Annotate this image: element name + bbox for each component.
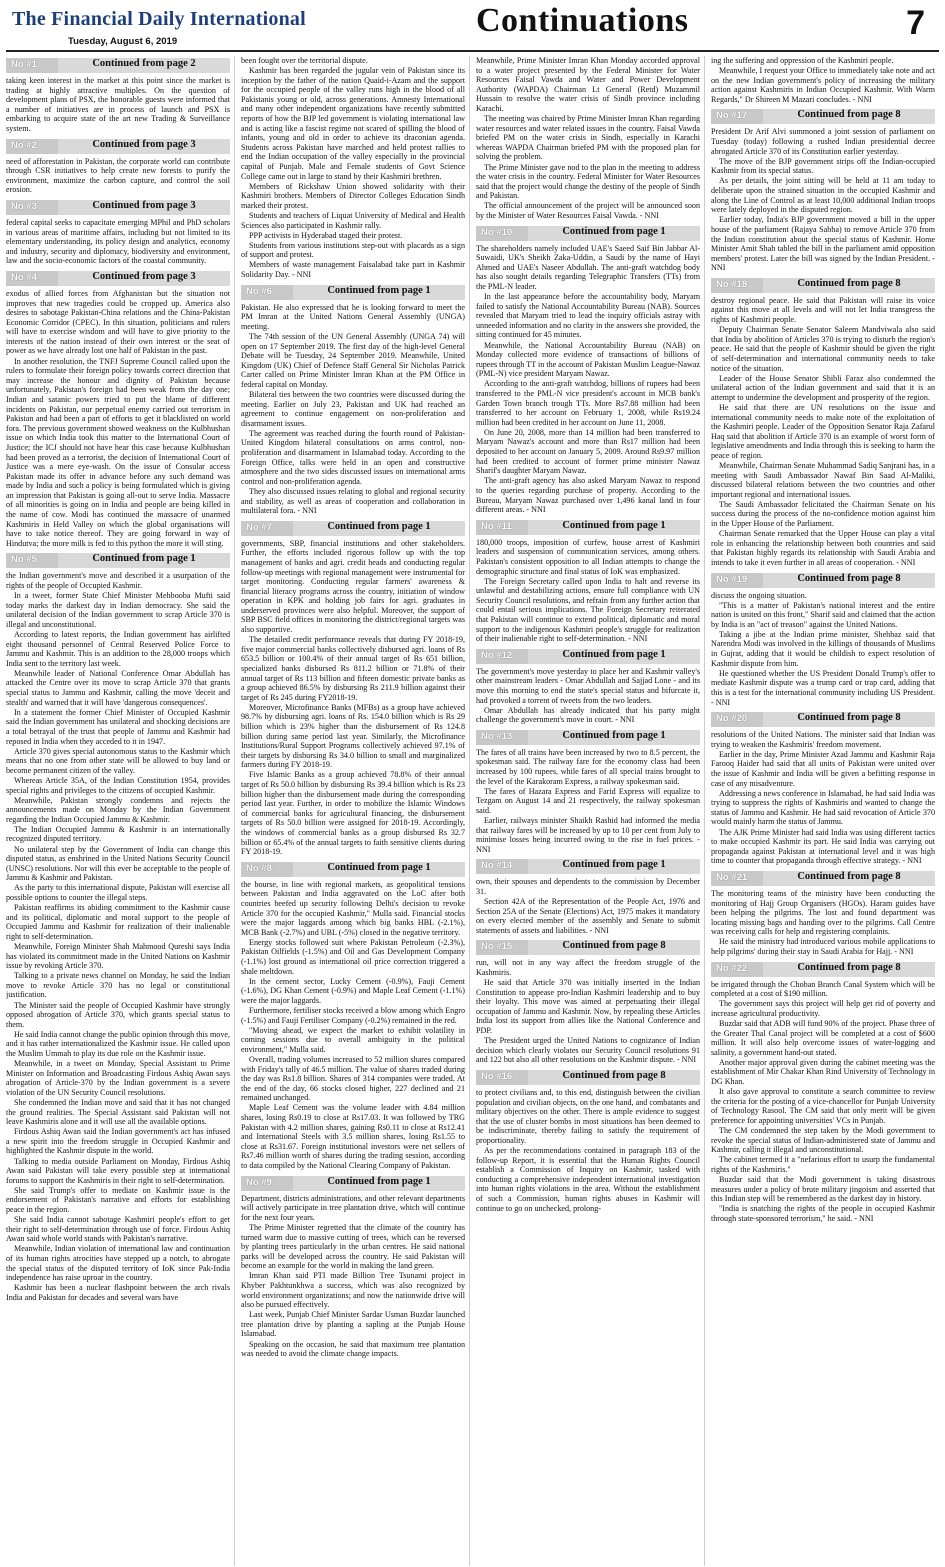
article-header <box>241 521 465 536</box>
article <box>711 962 935 1224</box>
article-paragraph: The government's move yesterday to place her and Kashmir valley's other mainstream leaders - Omar Abdullah and Sajjad Lone - and its move this morning to end the state's special status and bifurcate it, had provoked a torrent of tweets from the two leaders. <box>476 666 700 705</box>
article-number: No #21 <box>711 871 763 886</box>
article-number: No #13 <box>476 730 528 745</box>
article-paragraph: As the party to this international dispute, Pakistan will exercise all possible options to counter the illegal steps. <box>6 883 230 903</box>
article-body <box>711 127 935 272</box>
article-paragraph: In a statement the former Chief Minister of Occupied Kashmir said the Indian government has unilateral and shocking decisions are a total betrayal of the trust that people of Jammu and Kashmir had reposed in India when they acceded to it in 1947. <box>6 707 230 746</box>
article-paragraph: In the last appearance before the accountability body, Maryam failed to satisfy the National Accountability Bureau (NAB). Sources revealed that Maryam tried to lead the inquiry officials astray with unneeded information and no clarity in the answers she provided, the sitting continued for 45 minutes. <box>476 292 700 340</box>
article-header <box>476 520 700 535</box>
article-paragraph: to protect civilians and, to this end, distinguish between the civilian population and civilian objects, on the one hand, and combatants and military objectives on the other. There is ample evidence to suggest that the use of cluster bombs in most situations has been deemed to be indiscriminate, thereby failing to satisfy the requirement of proportionality. <box>476 1087 700 1145</box>
article <box>476 520 700 644</box>
column-4 <box>711 56 939 1566</box>
article-paragraph: Students and teachers of Liquat University of Medical and Health Sciences also participated in Kashmir rally. <box>241 211 465 230</box>
article-header <box>476 859 700 874</box>
article-paragraph: She said India cannot sabotage Kashmiri people's effort to get their right to self-determination through use of force. Firdous Ashiq Awan said whole world stands with Pakistan's narrative. <box>6 1215 230 1244</box>
article-paragraph: governments, SBP, financial institutions and other stakeholders. Further, the efforts included rigorous follow up with the top management of banks and agri. credit heads and conducting regular follow-up meetings with regional management were instrumental for target monitoring. Conducting regular farmers' awareness & financial literacy programs across the country, initiation of window operation in KPK and holding job fairs for agri. graduates in underserved provinces were also helpful. Moreover, the support of SBP BSC field offices in monitoring the district/regional targets was also supportive. <box>241 538 465 635</box>
article <box>476 56 700 221</box>
article-paragraph: Leader of the House Senator Shibli Faraz also condemned the unilateral action of the Indian government and said that it is an attempt to undermine the development and prosperity of the region. <box>711 373 935 402</box>
article-paragraph: been fought over the territorial dispute. <box>241 56 368 65</box>
article-paragraph: the bourse, in line with regional markets, as geopolitical tensions between Pakistan and India aggravated on the LoC after both countries beefed up security following Delhi's decision to revoke Article 370 for the occupied Kashmir," Mulla said. Financial stocks were the major laggards among which big banks HBL (-2.1%), MCB Bank (-2.7%) and UBL (-5%) closed in the negative territory. <box>241 879 465 937</box>
article-paragraph: need of afforestation in Pakistan, the corporate world can contribute through CSR initiatives to help create new forests to purify the environment, maximize the carbon capture, and control the soil erosion. <box>6 156 230 195</box>
article-paragraph: "India is snatching the rights of the people in occupied Kashmir through state-sponsored terrorism," he said. - NNI <box>711 1204 935 1223</box>
article-number: No #18 <box>711 278 763 293</box>
article-paragraph: exodus of allied forces from Afghanistan but the situation not improves that new tragedies could be cropped up. America also desires to sabotage Pakistan-China relations and the China-Pakistan Economic Corridor (CPEC). In this situation, politicians and rulers will have to exercise wisdom and will have to give priority to the interests of the nation instead of their own interest or the seat of power as we have already lost one half of Pakistan in the past. <box>6 288 230 356</box>
article-paragraph: run, will not in any way affect the freedom struggle of the Kashmiris. <box>476 958 700 977</box>
article-paragraph: taking keen interest in the market at this point since the market is trading at highly attractive multiples. On the question of development plans of PSX, the honorable guests were informed that a number of initiatives are in process of launch and PSX is embarking to acquire state of the art new Trading & Surveillance system. <box>6 76 230 133</box>
article-number: No #3 <box>6 200 58 215</box>
article-paragraph: They also discussed issues relating to global and regional security and stability, as well as areas of cooperation and collaboration in multilateral fora. - NNI <box>241 486 465 516</box>
article-number: No #2 <box>6 139 58 154</box>
article-header <box>6 553 230 568</box>
article-continued-label: Continued from page 8 <box>763 962 935 977</box>
article-number: No #11 <box>476 520 528 535</box>
article-paragraph: own, their spouses and dependents to the commission by December 31. <box>476 877 700 896</box>
article-body <box>476 244 700 515</box>
article-paragraph: In the cement sector, Lucky Cement (-0.9%), Fauji Cement (-1.6%), DG Khan Cement (-0.9%) and Maple Leaf Cement (-1.1%) were the major laggards. <box>241 976 465 1005</box>
article-paragraph: President Dr Arif Alvi summoned a joint session of parliament on Tuesday (today) following a rushed Indian presidential decree abrogated Article 370 of its Constitution earlier yesterday. <box>711 127 935 156</box>
article-paragraph: Maple Leaf Cement was the volume leader with 4.84 million shares, losing Rs0.19 to close at Rs17.03. It was followed by TRG Pakistan with 4.2 million shares, gaining Rs0.11 to close at Rs12.41 and International Steels with 3.5 million shares, losing Rs1.55 to close at Rs31.67. Foreign institutional investors were net sellers of Rs7.46 million worth of shares during the trading session, according to data compiled by the National Clearing Company of Pakistan. <box>241 1103 465 1171</box>
article-paragraph: The anti-graft agency has also asked Maryam Nawaz to respond to the queries regarding purchase of property. According to the Bureau, Maryam Nawaz purchased over 1,496 kanal land in four different areas. - NNI <box>476 476 700 515</box>
article-body <box>6 289 230 549</box>
paper-name: The Financial Daily International <box>12 8 306 30</box>
article-paragraph: Meanwhile, Indian violation of international law and continuation of its human rights atrocities have stepped up a notch, to abrogate the special status of the disputed territory of IoK since Pak-India independence has raise uproar in the country. <box>6 1244 230 1283</box>
article-paragraph: The move of the BJP government strips off the Indian-occupied Kashmir from its special status. <box>711 156 935 176</box>
column-2 <box>241 56 470 1566</box>
article-paragraph: Earlier today, India's BJP government moved a bill in the upper house of the parliament (Rajaya Sabha) to remove Article 370 from the Indian constitution about the special status of Kashmir. Home Minister Amit Shah tabled the bill in the parliament amid opposition members' protest. Later the bill was signed by the Indian President. - NNI <box>711 215 935 273</box>
article <box>6 271 230 549</box>
article-paragraph: Buzdar said that ADB will fund 90% of the project. Phase three of the Greater Thal Canal project will be completed at a cost of $600 million. It will also help overcome issues of water-logging and salinity, a government hand-out stated. <box>711 1018 935 1057</box>
article-body <box>241 56 465 280</box>
article-continued-label: Continued from page 1 <box>293 862 465 877</box>
article-paragraph: Earlier, railways minister Shaikh Rashid had informed the media that railway fares will be increased by up to 10 per cent from July to minimise losses being incurred owing to the rise in fuel prices. - NNI <box>476 815 700 854</box>
article-header <box>711 871 935 886</box>
article-paragraph: According to the anti-graft watchdog, billions of rupees had been transferred to the PML-N vice president's account in MCB bank's Garden Town branch trough TTs. More Rs7.88 million had been transferred to her account on February 1, 2008, while Rs19.24 million had been credited in her account on June 11, 2008. <box>476 379 700 427</box>
article-header <box>6 58 230 73</box>
article-paragraph: Pakistan reaffirms its abiding commitment to the Kashmir cause and its political, diplomatic and moral support to the people of Occupied Jammu and Kashmir for realization of their inalienable right to self-determination. <box>6 903 230 941</box>
article-continued-label: Continued from page 3 <box>58 200 230 215</box>
article-header <box>241 1176 465 1191</box>
article-paragraph: Meanwhile, the National Accountability Bureau (NAB) on Monday collected more evidence of transactions of billions of rupees through TT in the account of Pakistan Muslim League-Nawaz (PML-N) vice president Maryam Nawaz. <box>476 340 700 379</box>
article-body <box>476 958 700 1065</box>
article-header <box>711 278 935 293</box>
article <box>711 56 935 104</box>
article-paragraph: Meanwhile, in a tweet on Monday, Special Assistant to Prime Minister on Information and Broadcasting Firdous Ashiq Awan says abrogation of Article-370 by the Indian government is a severe violation of the UN Security Council resolutions. <box>6 1059 230 1097</box>
article-body <box>241 1194 465 1359</box>
article-body <box>6 157 230 195</box>
article-body <box>711 591 935 708</box>
article <box>6 139 230 195</box>
article-paragraph: He said that Article 370 was initially inserted in the Indian Constitution to appease pro-Indian Kashmiri leadership and to buy their loyalty. This move was aimed at perpetuating their illegal occupation of Jammu and Kashmir. Now, by repealing these Articles India lost its support from allies like the National Conference and PDP. <box>476 978 700 1036</box>
article-paragraph: Omar Abdullah has already indicated that his party might challenge the government's move in court. - NNI <box>476 705 700 725</box>
article-paragraph: As per details, the joint sitting will be held at 11 am today to deliberate upon the strained situation in the occupied Kashmir and along the Line of Control as at least 10,000 additional Indian troops were lately deployed in the disputed region. <box>711 176 935 215</box>
article-paragraph: Whereas Article 35A, of the Indian Constitution 1954, provides special rights and privileges to the citizens of occupied Kashmir. <box>6 775 230 795</box>
article-header <box>476 730 700 745</box>
article-paragraph: Members of Rickshaw Union showed solidarity with their Kashmiri brothers. Members of Director Colleges Education Sindh marked their protest. <box>241 181 465 210</box>
article-paragraph: He said the ministry had introduced various mobile applications to help pilgrims' during their stay in Saudi Arabia for Hajj. - NNI <box>711 937 935 956</box>
article-header <box>476 226 700 241</box>
article <box>711 573 935 708</box>
article <box>241 1176 465 1359</box>
article-paragraph: ing the suffering and oppression of the Kashmiri people. <box>711 56 894 65</box>
article-number: No #14 <box>476 859 528 874</box>
article-continued-label: Continued from page 8 <box>763 109 935 124</box>
article-header <box>476 940 700 955</box>
column-3 <box>476 56 705 1566</box>
article-paragraph: Taking a jibe at the Indian prime minister, Shehbaz said that Narendra Modi was involved in the killings of thousands of Muslims in Gujrat, adding that it would be childish to expect resolution of Kashmir dispute from him. <box>711 629 935 668</box>
article-paragraph: destroy regional peace. He said that Pakistan will raise its voice against this move at all levels and will not let India transgress the rights of Kashmiri people. <box>711 295 935 325</box>
column-1 <box>6 56 235 1566</box>
article-paragraph: Overall, trading volumes increased to 52 million shares compared with Friday's tally of 46.5 million. The value of shares traded during the day was Rs1.8 billion. Shares of 314 companies were traded. At the end of the day, 66 stocks closed higher, 227 declined and 21 remained unchanged. <box>241 1055 465 1103</box>
article-continued-label: Continued from page 1 <box>293 521 465 536</box>
article-paragraph: The Prime Minister regretted that the climate of the country has turned warm due to massive cutting of trees, which can be reversed by planting trees particularly in the urban centres. He said national parks will be developed across the country. He said Pakistan will become an example for the world in making the land green. <box>241 1222 465 1271</box>
article-paragraph: The AJK Prime Minister had said India was using different tactics to make occupied Kashmir its part. He said India was carrying out propaganda against Pakistan at international level and it was high time to counter that propaganda through effective strategy. - NNI <box>711 827 935 866</box>
article <box>241 56 465 280</box>
article-paragraph: In another resolution, the TNFJ Supreme Council called upon the rulers to formulate their foreign policy towards correct direction that may increase the honour and dignity of Pakistan because unfortunately, Pakistan's foreign had been weak from the day one; Indian and satanic powers tried to put the blame of different incidents on Pakistan, our perpetual enemy carried out terrorism in Pakistan and had been a part of efforts to get it blacklisted on world fora. The previous government showed weakness on the Kulbhushan issue on which India took this matter to the International Court of Justice; the ICJ should not have hear this case because Kulbhushan had been proved as a terrorist, the decision of International Court of Justice was a mere eye-wash. On the issue of Consular access Pakistan made its offer in advance before any such demand was made by India and such a policy is being formulated which is giving an impression that Pakistan is going all-out to serve India. Massacre of all minorities is going on in India and people are being killed in the name of cow. Modi has continued the massacre of unarmed Kashmiris in Held Valley on which the global organisations will have to take notice thereof. They are going forward in way of Hindutva; the more milk is fed to this python the more it will sting. <box>6 356 230 548</box>
article-paragraph: Deputy Chairman Senate Senator Saleem Mandviwala also said that India by abolition of Articles 370 is trying to disturb the region's peace. He said that the people of Kashmir should be given the right of self-determination and international community needs to take notice of the situation. <box>711 325 935 373</box>
article-paragraph: federal capital seeks to capacitate emerging MPhil and PhD scholars in various areas of maritime affairs, including but not limited to its elementary understanding, its policy design and analytics, economy and industry, security and diplomacy, biodiversity and environment, law and the socio-economic factors of the coastal community. <box>6 217 230 266</box>
article-header <box>241 285 465 300</box>
article-continued-label: Continued from page 1 <box>528 649 700 664</box>
article-continued-label: Continued from page 8 <box>763 712 935 727</box>
article-body <box>6 571 230 1302</box>
article-paragraph: the Indian government's move and described it a usurpation of the rights of the people of Occupied Kashmir. <box>6 571 230 591</box>
article-header <box>711 712 935 727</box>
article <box>241 521 465 857</box>
article-body <box>711 296 935 568</box>
article-body <box>711 56 935 104</box>
article-paragraph: Buzdar said that the Modi government is taking disastrous measures under a policy of brute military jingoism and asserted that this Indian step will be remembered as the darkest day in history. <box>711 1174 935 1204</box>
article-paragraph: Meanwhile, Pakistan strongly condemns and rejects the announcements made on Monday by the Indian Government regarding the Indian Occupied Jammu & Kashmir. <box>6 795 230 824</box>
article-paragraph: The fares of all trains have been increased by two to 8.5 percent, the spokesman said. The railway fare for the economy class had been increased by 100 rupees, while fares of all special trains brought to the level of the Karakoram Express, a railway spokesman said. <box>476 747 700 786</box>
article-paragraph: The cabinet termed it a "nefarious effort to usurp the fundamental rights of the Kashmiris." <box>711 1155 935 1174</box>
article-paragraph: The Prime Minister gave nod to the plan in the meeting to address the water crisis in the country. Federal Minister for Water Resources said that the project would change the destiny of the people of Sindh and Pakistan. <box>476 162 700 201</box>
article-continued-label: Continued from page 8 <box>763 573 935 588</box>
article-paragraph: Article 370 gives special autonomous status to the Kashmir which means that no one from other state will be allowed to buy land or become permanent citizen of the valley. <box>6 746 230 775</box>
article-paragraph: Earlier in the day, Prime Minister Azad Jammu and Kashmir Raja Farooq Haider had said that all units of Pakistan were united over the issue of Kashmir and India will be given a befitting response in case of any misadventure. <box>711 749 935 788</box>
article-paragraph: Talking to a private news channel on Monday, he said the Indian move to revoke Article 370 has no legal or constitutional justification. <box>6 971 230 1000</box>
article-paragraph: The CM condemned the step taken by the Modi government to revoke the special status of Indian-administered state of Jammu and Kashmir, calling it illegal and unconstitutional. <box>711 1126 935 1155</box>
article-number: No #7 <box>241 521 293 536</box>
article-paragraph: As per the recommendations contained in paragraph 183 of the follow-up Report, it is essential that the Human Rights Council establish a Commission of Inquiry on Kashmir, tasked with conducting a comprehensive independent international investigation into human rights violations in the area. Without the establishment of such a Commission, human rights abuses in Kashmir will continue to go on unchecked, prolong- <box>476 1146 700 1213</box>
article-paragraph: It also gave approval to constitute a search committee to review the criteria for the posting of a vice-chancellor for Punjab University of Technology Rasool. The CM said that only merit will be given preference for appointing universities' VCs in Punjab. <box>711 1087 935 1125</box>
article-paragraph: The meeting was chaired by Prime Minister Imran Khan regarding water resources and water related issues in the country. Faisal Vawda briefed PM on the water crisis in Sindh, especially in Karachi whereas WAPDA Chairman briefed PM with the proposed plan for solving the problem. <box>476 114 700 162</box>
article-header <box>476 1070 700 1085</box>
article-paragraph: The agreement was reached during the fourth round of Pakistan-United Kingdom bilateral consultations on arms control, non-proliferation and disarmament in Islamabad today. According to the Foreign Office, talks were held in an open and constructive atmosphere and the two sides discussed issues on international arms control and non-proliferation agenda. <box>241 428 465 486</box>
article-paragraph: 180,000 troops, imposition of curfew, house arrest of Kashmiri leaders and suspension of communication services, among others. Pakistan's consistent opposition to all Indian attempts to change the demographic structure and final status of IoK was emphasized. <box>476 537 700 576</box>
article-paragraph: Last week, Punjab Chief Minister Sardar Usman Buzdar launched tree plantation drive by planting a sapling at the Punjab House Islamabad. <box>241 1310 465 1339</box>
article-paragraph: resolutions of the United Nations. The minister said that Indian was trying to weaken the Kashmiris' freedom movement. <box>711 730 935 749</box>
article-continued-label: Continued from page 3 <box>58 271 230 286</box>
article-header <box>711 573 935 588</box>
article-body <box>476 1088 700 1213</box>
article <box>711 712 935 866</box>
article <box>476 730 700 855</box>
article-body <box>711 730 935 866</box>
article-continued-label: Continued from page 8 <box>763 871 935 886</box>
article <box>711 278 935 568</box>
article-paragraph: The official announcement of the project will be announced soon by the Minister of Water Resources Faisal Vawda. - NNI <box>476 201 700 220</box>
article-continued-label: Continued from page 1 <box>528 859 700 874</box>
article-body <box>241 539 465 857</box>
article-paragraph: Members of waste management Faisalabad take part in Kashmir Solidarity Day. - NNI <box>241 260 465 280</box>
article <box>711 871 935 957</box>
article-body <box>476 538 700 644</box>
article <box>6 58 230 134</box>
article-paragraph: Bilateral ties between the two countries were discussed during the meeting. Earlier on July 23, Pakistan and UK had reached an agreement to continue engagement on non-proliferation and disarmament issues. <box>241 390 465 428</box>
article-paragraph: No unilateral step by the Government of India can change this disputed status, as enshrined in the United Nations Security Council (UNSC) resolutions. Nor will this ever be acceptable to the people of Jammu & Kashmir and Pakistan. <box>6 844 230 883</box>
article-continued-label: Continued from page 2 <box>58 58 230 73</box>
article-number: No #15 <box>476 940 528 955</box>
article-paragraph: The fares of Hazara Express and Farid Express will equalize to Tezgam on August 14 and 21 respectively, the railway spokesman said. <box>476 786 700 815</box>
article-body <box>476 56 700 221</box>
article-paragraph: Section 42A of the Representation of the People Act, 1976 and Section 25A of the Senate (Elections) Act, 1975 makes it mandatory on every elected member of the assembly and Senate to submit statements of assets and liabilities. - NNI <box>476 897 700 935</box>
article-paragraph: In a tweet, former State Chief Minister Mehbooba Mufti said today marks the darkest day in Indian democracy. She said the unilateral decision of the Indian government to scrap Article 370 is illegal and unconstitutional. <box>6 591 230 629</box>
article-paragraph: The Minister said the people of Occupied Kashmir have strongly opposed abrogation of Article 370, which grants special status to them. <box>6 1000 230 1029</box>
article-number: No #1 <box>6 58 58 73</box>
article-continued-label: Continued from page 1 <box>528 226 700 241</box>
article <box>241 862 465 1171</box>
article-body <box>6 218 230 266</box>
article-paragraph: Meanwhile, I request your Office to immediately take note and act on the new Indian government's policy of increasing the military action against Kashmiris in Indian Occupied Kashmir. With Warm Regards," Dr Shireen M Mazari concludes. - NNI <box>711 66 935 104</box>
article-paragraph: Firdous Ashiq Awan said the Indian government's act has infused a new spirit into the freedom struggle in Occupied Kashmir and highlighted the Kashmir dispute in the world. <box>6 1127 230 1156</box>
article-paragraph: The Saudi Ambassador felicitated the Chairman Senate on his success during the process of the no-confidence motion against him in the Upper House of the Parliament. <box>711 499 935 529</box>
article-header <box>476 649 700 664</box>
article-paragraph: The Foreign Secretary called upon India to halt and reverse its unlawful and destabilizing actions, ensure full compliance with UN Security Council resolutions, and refrain from any further action that could entail serious implications. The Foreign Secretary reiterated that Pakistan will continue to extend political, diplomatic and moral support to the indigenous Kashmiri people's struggle for realization of their inalienable right to self-determination. - NNI <box>476 576 700 644</box>
article-continued-label: Continued from page 1 <box>528 520 700 535</box>
article-paragraph: Kashmir has been regarded the jugular vein of Pakistan since its inception by the father of the nation Quaid-i-Azam and the support for the occupied people of the valley runs high in the blood of all Pakistanis young or old, across generations. Amnesty International and many other independent organizations have recently submitted reports of how the BJP led government is violating international law and is acting like a fascist regime not scared of spilling the blood of infants, young and old in order to achieve its draconian agenda. Students across Pakistan have marched and held protest rallies to end the Indian occupation of the valley especially in the provincial capital of Punjab. Male and Female students of Govt Science College came out in large to stand by their Kashmiri brethren. <box>241 66 465 181</box>
article-continued-label: Continued from page 3 <box>58 139 230 154</box>
article-paragraph: The detailed credit performance reveals that during FY 2018-19, five major commercial banks collectively disbursed agri. loans of Rs 653.5 billion or 100.4% of their annual target of Rs 651 billion, specialized banks disbursed Rs 811.2 billion or 71.8% of their annual target of Rs 113 billion and fifteen domestic private banks as a group achieved 86.5% by disbursing Rs 211.9 billion against their target of Rs 245 during FY2018-19. <box>241 635 465 702</box>
article-body <box>241 880 465 1171</box>
article-paragraph: Moreover, Microfinance Banks (MFBs) as a group have achieved 98.7% by disbursing agri. loans of Rs. 154.0 billion which is Rs 29 billion which is 23% higher than the disbursement of Rs 124.8 billion during same period last year. Similarly, the Microfinance Institutions/Rural Support Programs collectively achieved 97.1% of their targets by disbursing Rs 34.0 billion to small and marginalized farmers during FY 2018-19. <box>241 702 465 770</box>
article-paragraph: Department, districts administrations, and other relevant departments will actively participate in tree plantation drive, which will continue for the next four years. <box>241 1193 465 1222</box>
article-body <box>241 303 465 516</box>
article-paragraph: Meanwhile, Foreign Minister Shah Mahmood Qureshi says India has violated its commitment made in the United Nations on Kashmir issue by revoking Article 370. <box>6 942 230 971</box>
page-number: 7 <box>906 4 925 42</box>
article-header <box>241 862 465 877</box>
article-paragraph: "This is a matter of Pakistan's national interest and the entire nation is united on this front," Sharif said and claimed that the action by India is an "act of treason" against the United Nations. <box>711 600 935 629</box>
article-body <box>476 748 700 855</box>
columns-container <box>6 56 939 1566</box>
article-number: No #4 <box>6 271 58 286</box>
article-paragraph: Speaking on the occasion, he said that maximum tree plantation was needed to avoid the climate change impacts. <box>241 1339 465 1359</box>
article-paragraph: Another major approval given during the cabinet meeting was the establishment of Mir Chakar Khan Rind University of Technology in DG Khan. <box>711 1057 935 1087</box>
article-paragraph: Pakistan. He also expressed that he is looking forward to meet the PM Imran at the United Nations General Assembly (UNGA) meeting. <box>241 302 465 331</box>
article-paragraph: The monitoring teams of the ministry have been conducting the monitoring of Hajj Group Organisers (HGOs). Haram guides have been helping the pilgrims. The lost and found department was locating missing bags and handing over to the pilgrims. Call Centre was receiving calls for help and registering complaints. <box>711 888 935 937</box>
article-number: No #6 <box>241 285 293 300</box>
article <box>476 1070 700 1213</box>
article-paragraph: be irrigated through the Choban Branch Canal System which will be completed at a cost of $190 million. <box>711 979 935 999</box>
article-paragraph: According to latest reports, the Indian government has airlifted eight thousand personnel of Central Reserved Police Force to Jammu and Kashmir. This is an addition to the 28,000 troops which India sent to the territory last week. <box>6 630 230 668</box>
article <box>6 200 230 266</box>
article-paragraph: Talking to media outside Parliament on Monday, Firdous Ashiq Awan said Pakistan will take every possible step at international forums to support the Kashmiris in their right to self-determination. <box>6 1156 230 1185</box>
article-paragraph: She condemned the Indian move and said that it has not changed the ground realities. The Special Assistant said Pakistan will not leave Kashmiris alone and it will use all the available options. <box>6 1098 230 1127</box>
article-paragraph: PPP activists in Hyderabad staged their protest. <box>249 230 403 240</box>
article-paragraph: discuss the ongoing situation. <box>711 590 807 600</box>
article-paragraph: Furthermore, fertiliser stocks received a blow among which Engro (-1.5%) and Fauji Fertiliser Company (-0.2%) remained in the red. <box>241 1006 465 1025</box>
article-header <box>6 271 230 286</box>
article-continued-label: Continued from page 1 <box>528 730 700 745</box>
article <box>476 226 700 515</box>
article-continued-label: Continued from page 1 <box>293 1176 465 1191</box>
article-paragraph: The shareholders namely included UAE's Saeed Saif Bin Jabbar Al-Suwaidi, UK's Sheikh Zaka-Uddin, a Saudi by the name of Hayi Ahmed and UAE's Naseer Abdullah. The anti-graft watchdog body has also sought details regarding Telegraphic Transfers (TTs) from the PML-N leader. <box>476 243 700 291</box>
article-paragraph: Kashmir has been a nuclear flashpoint between the arch rivals India and Pakistan for decades and several wars have <box>6 1283 230 1302</box>
article-body <box>711 980 935 1224</box>
article <box>476 859 700 935</box>
article-continued-label: Continued from page 8 <box>528 940 700 955</box>
article <box>476 940 700 1065</box>
paper-date: Tuesday, August 6, 2019 <box>68 36 178 47</box>
article-paragraph: Five Islamic Banks as a group achieved 78.8% of their annual target of Rs 50.0 billion by disbursing Rs 39.4 billion which is Rs 23 billion higher than the disbursement made during the corresponding period last year. Further, in order to mobilize the Islamic Windows of commercial banks for agricultural financing, the disbursement targets of Rs 50.0 billion were assigned for 2018-19. Accordingly, the windows of commercial banks as a group disbursed Rs 32.7 billion or 65.4% of the annual targets to faith sensitive clients during FY 2018-19. <box>241 770 465 857</box>
masthead <box>6 0 939 52</box>
article-number: No #8 <box>241 862 293 877</box>
article-header <box>711 962 935 977</box>
article-paragraph: Meanwhile, Prime Minister Imran Khan Monday accorded approval to a water project presented by the Federal Minister for Water Resources Faisal Vawda and Water and Power Development Authority (WAPDA) Chairman Lt General (Retd) Muzammil Hussain to resolve the water crisis of Sindh province including Karachi. <box>476 56 700 113</box>
article-paragraph: Imran Khan said PTI made Billion Tree Tsunami project in Khyber Pakhtunkhwa a success, which was also recognized by world environment organizations; and now the nationwide drive will also be pursued effectively. <box>241 1271 465 1310</box>
article-header <box>6 139 230 154</box>
article-continued-label: Continued from page 8 <box>763 278 935 293</box>
article-paragraph: She said Trump's offer to mediate on Kashmir issue is the endorsement of Pakistan's narrative and efforts for establishing peace in the region. <box>6 1185 230 1215</box>
article <box>476 649 700 725</box>
article-paragraph: "Moving ahead, we expect the market to exhibit volatility in coming sessions due to overall ambiguity in the political environment," Mulla said. <box>241 1025 465 1054</box>
article-paragraph: Meanwhile, Chairman Senate Muhammad Sadiq Sanjrani has, in a meeting with Saudi Ambassador Nawaf Bin Saad Al-Maliki, discussed bilateral relations between the two countries and other important regional and international issues. <box>711 460 935 499</box>
article-number: No #12 <box>476 649 528 664</box>
article <box>241 285 465 516</box>
article-paragraph: Addressing a news conference in Islamabad, he had said India was trying to suppress the rights of Kashmiris and wanted to change the status of Jammu and Kashmir. He had said revocation of Article 370 would mainly harm the status of Jammu. <box>711 788 935 827</box>
article-body <box>476 877 700 935</box>
article-number: No #20 <box>711 712 763 727</box>
article-body <box>6 76 230 134</box>
article-paragraph: The Indian Occupied Jammu & Kashmir is an internationally recognized disputed territory. <box>6 824 230 844</box>
article-body <box>476 667 700 725</box>
article-paragraph: The government says this project will help get rid of poverty and increase agricultural productivity. <box>711 999 935 1018</box>
article <box>6 553 230 1302</box>
article-header <box>6 200 230 215</box>
article-continued-label: Continued from page 8 <box>528 1070 700 1085</box>
article-paragraph: The President urged the United Nations to cognizance of Indian decision which clearly violates our Security Council resolutions 91 and 122 but also all other resolutions on the Kashmir dispute. - NNI <box>476 1036 700 1065</box>
article-number: No #19 <box>711 573 763 588</box>
article-number: No #10 <box>476 226 528 241</box>
article-number: No #5 <box>6 553 58 568</box>
article-paragraph: He questioned whether the US President Donald Trump's offer to mediate Kashmir dispute was a trump card or trap card, adding that this is a test for the international community including US President. - NNI <box>711 668 935 707</box>
article-continued-label: Continued from page 1 <box>58 553 230 568</box>
article-continued-label: Continued from page 1 <box>293 285 465 300</box>
article-number: No #16 <box>476 1070 528 1085</box>
article-paragraph: Students from various institutions step-out with placards as a sign of support and protest. <box>241 240 465 260</box>
section-title: Continuations <box>476 2 689 39</box>
article-paragraph: He said India cannot change the public opinion through this move, and it has rather internationalized the Kashmir issue. He called upon the Muslim Ummah to play its due role on the Kashmir issue. <box>6 1029 230 1059</box>
article-number: No #9 <box>241 1176 293 1191</box>
article <box>711 109 935 272</box>
article-paragraph: On June 20, 2008, more than 14 million had been transferred to Maryam Nawaz's account and more than Rs17 million had been deposited to her account on January 5, 2009. Around Rs9.97 million had been credited to account of former prime minister Nawaz Sharif's daughter Maryam Nawaz. <box>476 427 700 476</box>
article-paragraph: The 74th session of the UN General Assembly (UNGA 74) will open on 17 September 2019. The first day of the high-level General Debate will be Tuesday, 24 September 2019. Meanwhile, United Kingdom (UK) Chief of Defence Staff General Sir Nicholas Patrick Carter called on Prime Minister Imran Khan at the PM Office in federal capital on Monday. <box>241 331 465 389</box>
article-number: No #17 <box>711 109 763 124</box>
article-paragraph: Meanwhile leader of National Conference Omar Abdullah has attacked the Centre over its move to scrap Article 370 that grants special status to Jammu and Kashmir, calling the move 'deceit and stealth' and warned that it will have 'dangerous consequences'. <box>6 668 230 707</box>
article-number: No #22 <box>711 962 763 977</box>
article-paragraph: Energy stocks followed suit where Pakistan Petroleum (-2.3%), Pakistan Oilfields (-1.5%) and Oil and Gas Development Company (-1.1%) lost ground as international oil price correction triggered a shale meltdown. <box>241 937 465 976</box>
article-header <box>711 109 935 124</box>
article-paragraph: Chairman Senate remarked that the Upper House can play a vital role in enhancing the relationship between both countries and said that Pakistan highly regards its relationship with Saudi Arabia and intends to take it even further in all areas of cooperation. - NNI <box>711 529 935 567</box>
article-body <box>711 889 935 957</box>
article-paragraph: He said that there are UN resolutions on the issue and international community needs to make note of the exploitation of the Kashmiri people. Leader of the Opposition Senator Raja Zafarul Haq said that abolition if Article 370 is an example of worst form of legislative amendments and India through this is seeking to harm the peace of region. <box>711 402 935 460</box>
